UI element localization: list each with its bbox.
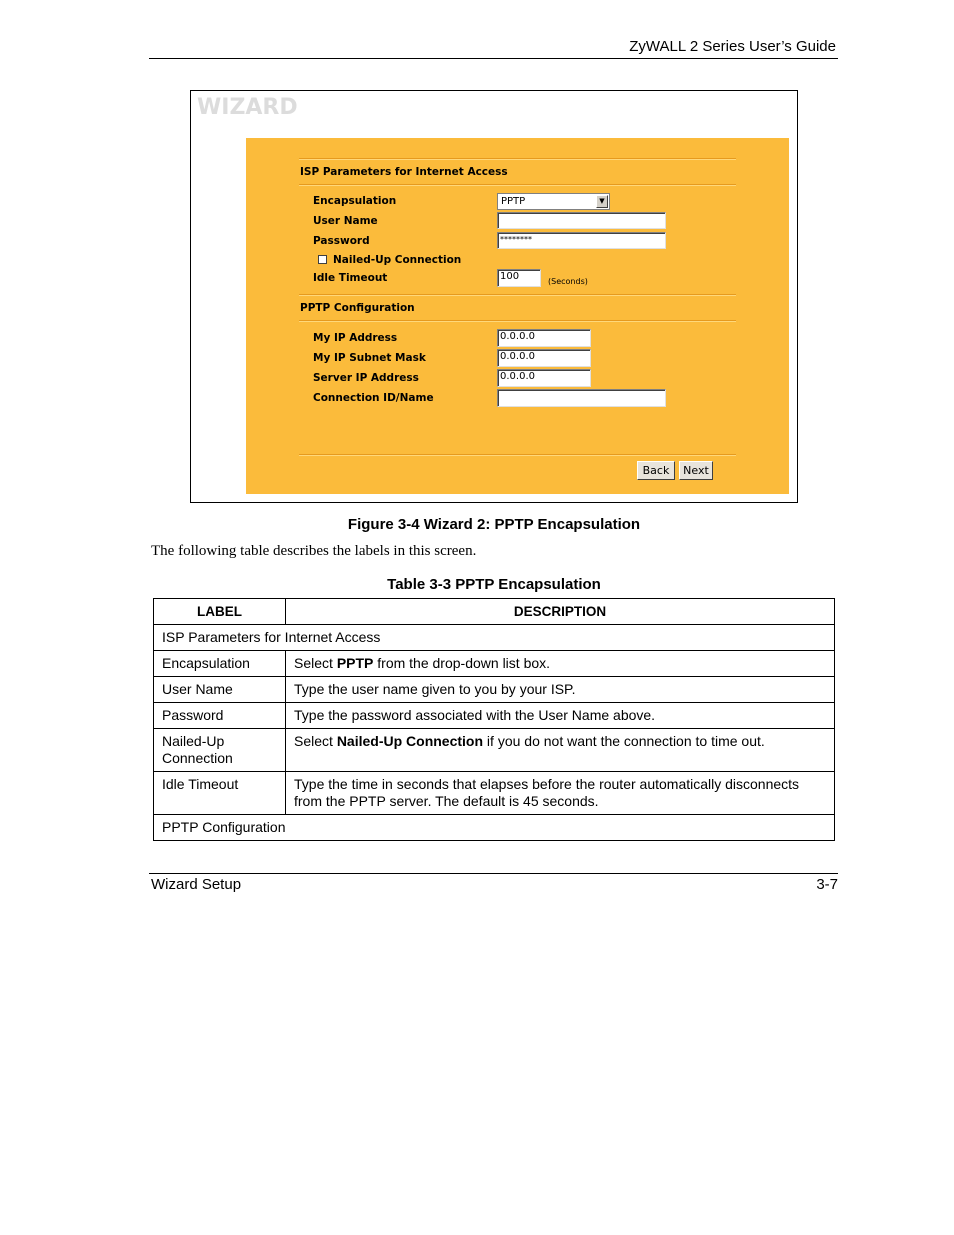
- encapsulation-value: PPTP: [501, 196, 526, 207]
- section-pptp: PPTP Configuration: [154, 815, 835, 841]
- table-row: [154, 772, 835, 815]
- footer-section-title: Wizard Setup: [151, 876, 242, 893]
- table-row: [154, 677, 835, 703]
- nailed-up-label: Nailed-Up Connection: [333, 254, 462, 266]
- column-header-label: LABEL: [154, 599, 286, 625]
- encapsulation-label: Encapsulation: [313, 195, 397, 207]
- row-description: [286, 651, 835, 677]
- server-ip-label: Server IP Address: [313, 372, 419, 384]
- row-label: User Name: [154, 677, 286, 703]
- row-label: Encapsulation: [154, 651, 286, 677]
- pptp-section-title: PPTP Configuration: [300, 302, 415, 314]
- desc-text: from the drop-down list box.: [373, 655, 551, 671]
- row-description: [286, 772, 835, 815]
- next-button[interactable]: Next: [679, 461, 713, 480]
- desc-text: Type the password associated with the User Name above.: [294, 707, 656, 723]
- table-row: [154, 729, 835, 772]
- password-label: Password: [313, 235, 370, 247]
- row-label: Password: [154, 703, 286, 729]
- desc-bold: PPTP: [336, 655, 374, 671]
- row-label: Nailed-Up Connection: [154, 729, 286, 772]
- table-caption: Table 3-3 PPTP Encapsulation: [387, 576, 601, 593]
- subnet-mask-label: My IP Subnet Mask: [313, 352, 426, 364]
- label-description-table: [153, 598, 835, 841]
- row-description: [286, 729, 835, 772]
- desc-text: Select: [294, 655, 337, 671]
- header-divider: [149, 58, 838, 59]
- user-name-label: User Name: [313, 215, 378, 227]
- document-header-title: ZyWALL 2 Series User’s Guide: [629, 38, 836, 55]
- desc-text: if you do not want the connection to time out.: [483, 733, 765, 749]
- dropdown-arrow-icon[interactable]: ▼: [596, 195, 608, 208]
- wizard-title: WIZARD: [197, 95, 298, 120]
- wizard-screenshot: [190, 90, 798, 503]
- idle-timeout-unit: (Seconds): [548, 277, 588, 286]
- table-header-row: [154, 599, 835, 625]
- table-section-row: [154, 625, 835, 651]
- intro-paragraph: The following table describes the labels in this screen.: [151, 543, 477, 559]
- panel-divider: [299, 184, 736, 186]
- panel-divider: [299, 294, 736, 296]
- column-header-description: DESCRIPTION: [286, 599, 835, 625]
- table-section-row: [154, 815, 835, 841]
- footer-page-number: 3-7: [816, 876, 838, 893]
- my-ip-label: My IP Address: [313, 332, 398, 344]
- desc-text: Type the time in seconds that elapses before the router automatically disconnects from the PPTP server. The default is 45 seconds.: [294, 776, 800, 809]
- idle-timeout-input[interactable]: 100: [497, 269, 541, 287]
- figure-caption: Figure 3-4 Wizard 2: PPTP Encapsulation: [347, 516, 641, 533]
- idle-timeout-label: Idle Timeout: [313, 272, 388, 284]
- encapsulation-select[interactable]: [497, 193, 610, 210]
- row-description: [286, 677, 835, 703]
- panel-divider: [299, 454, 736, 456]
- back-button[interactable]: Back: [637, 461, 675, 480]
- server-ip-input[interactable]: 0.0.0.0: [497, 369, 591, 387]
- footer-divider: [149, 873, 838, 874]
- table-row: [154, 703, 835, 729]
- row-label: Idle Timeout: [154, 772, 286, 815]
- subnet-mask-input[interactable]: 0.0.0.0: [497, 349, 591, 367]
- desc-text: Select: [294, 733, 337, 749]
- isp-section-title: ISP Parameters for Internet Access: [300, 166, 508, 178]
- nailed-up-checkbox[interactable]: [318, 255, 327, 264]
- connection-id-label: Connection ID/Name: [313, 392, 434, 404]
- table-row: [154, 651, 835, 677]
- panel-divider: [299, 158, 736, 160]
- user-name-input[interactable]: [497, 212, 666, 229]
- password-input[interactable]: ********: [497, 232, 666, 249]
- wizard-panel: [246, 138, 789, 494]
- section-isp: ISP Parameters for Internet Access: [154, 625, 835, 651]
- desc-text: Type the user name given to you by your ISP.: [294, 681, 576, 697]
- panel-divider: [299, 320, 736, 322]
- my-ip-input[interactable]: 0.0.0.0: [497, 329, 591, 347]
- row-description: [286, 703, 835, 729]
- connection-id-input[interactable]: [497, 389, 666, 407]
- desc-bold: Nailed-Up Connection: [336, 733, 484, 749]
